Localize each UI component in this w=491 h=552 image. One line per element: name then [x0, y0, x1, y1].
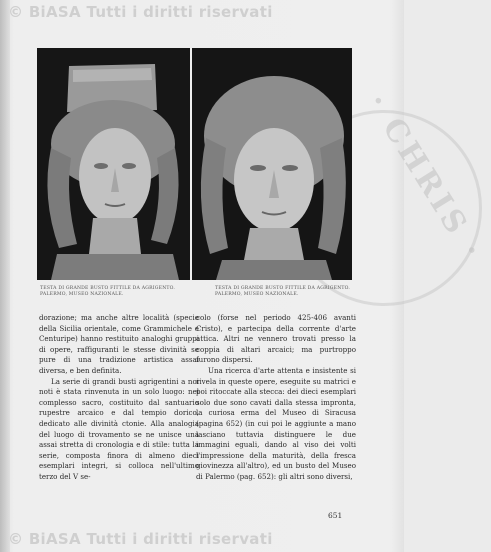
paragraph: Una ricerca d'arte attenta e insistente si rivela in queste opere, eseguite su matrici e poi ritoccate alla stecca: dei dieci esemplari solo due sono cavati dalla stessa impronta, la curiosa erma del Museo di Siracusa (pagina 652) (in cui poi le aggiunte a mano lasciano tuttavia distinguere le due immagini eguali, dando al viso dei volti l'impressione della maturità, della fresca giovinezza all'altro), ed un busto del Museo di Palermo (pag. 652): gli altri sono diversi,: [196, 365, 356, 481]
figure-caption-left: TESTA DI GRANDE BUSTO FITTILE DA AGRIGENTO. PALERMO, MUSEO NAZIONALE.: [40, 286, 176, 297]
page-number: 651: [328, 511, 343, 520]
photo-right-terracotta-head: [192, 48, 352, 280]
paragraph: dorazione; ma anche altre località (specie della Sicilia orientale, come Grammichele e Centuripe) hanno restituito analoghi gruppi di opere, raffiguranti le stesse divinità se pure di una tradizione artistica assai diversa, e ben definita.: [39, 313, 199, 375]
book-spine: [0, 0, 10, 552]
watermark-bottom: © BiASA Tutti i diritti riservati: [8, 530, 273, 548]
paragraph: La serie di grandi busti agrigentini a noi noti è stata rinvenuta in un solo luogo: nel complesso sacro, costituito dal santuario rupestre arcaico e dal tempio dorico, dedicato alle divinità ctonie. Alla analogia del luogo di trovamento se ne unisce una assai stretta di cronologia e di stile: tutta la serie, composta finora di almeno dieci esemplari integri, si colloca nell'ultimo terzo del V se-: [39, 376, 199, 481]
photo-left-terracotta-head: [37, 48, 190, 280]
figure-caption-right: TESTA DI GRANDE BUSTO FITTILE DA AGRIGENTO. PALERMO, MUSEO NAZIONALE.: [215, 286, 351, 297]
watermark-top: © BiASA Tutti i diritti riservati: [8, 3, 273, 21]
text-column-right: [196, 313, 356, 483]
paragraph: colo (forse nel periodo 425-406 avanti Cristo), e partecipa della corrente d'arte attica. Altri ne vennero trovati presso la coppia di altari arcaici; ma purtroppo furono dispersi.: [196, 313, 356, 365]
library-stamp-text: · CHRIS ·: [359, 87, 491, 268]
text-column-left: [39, 313, 199, 483]
